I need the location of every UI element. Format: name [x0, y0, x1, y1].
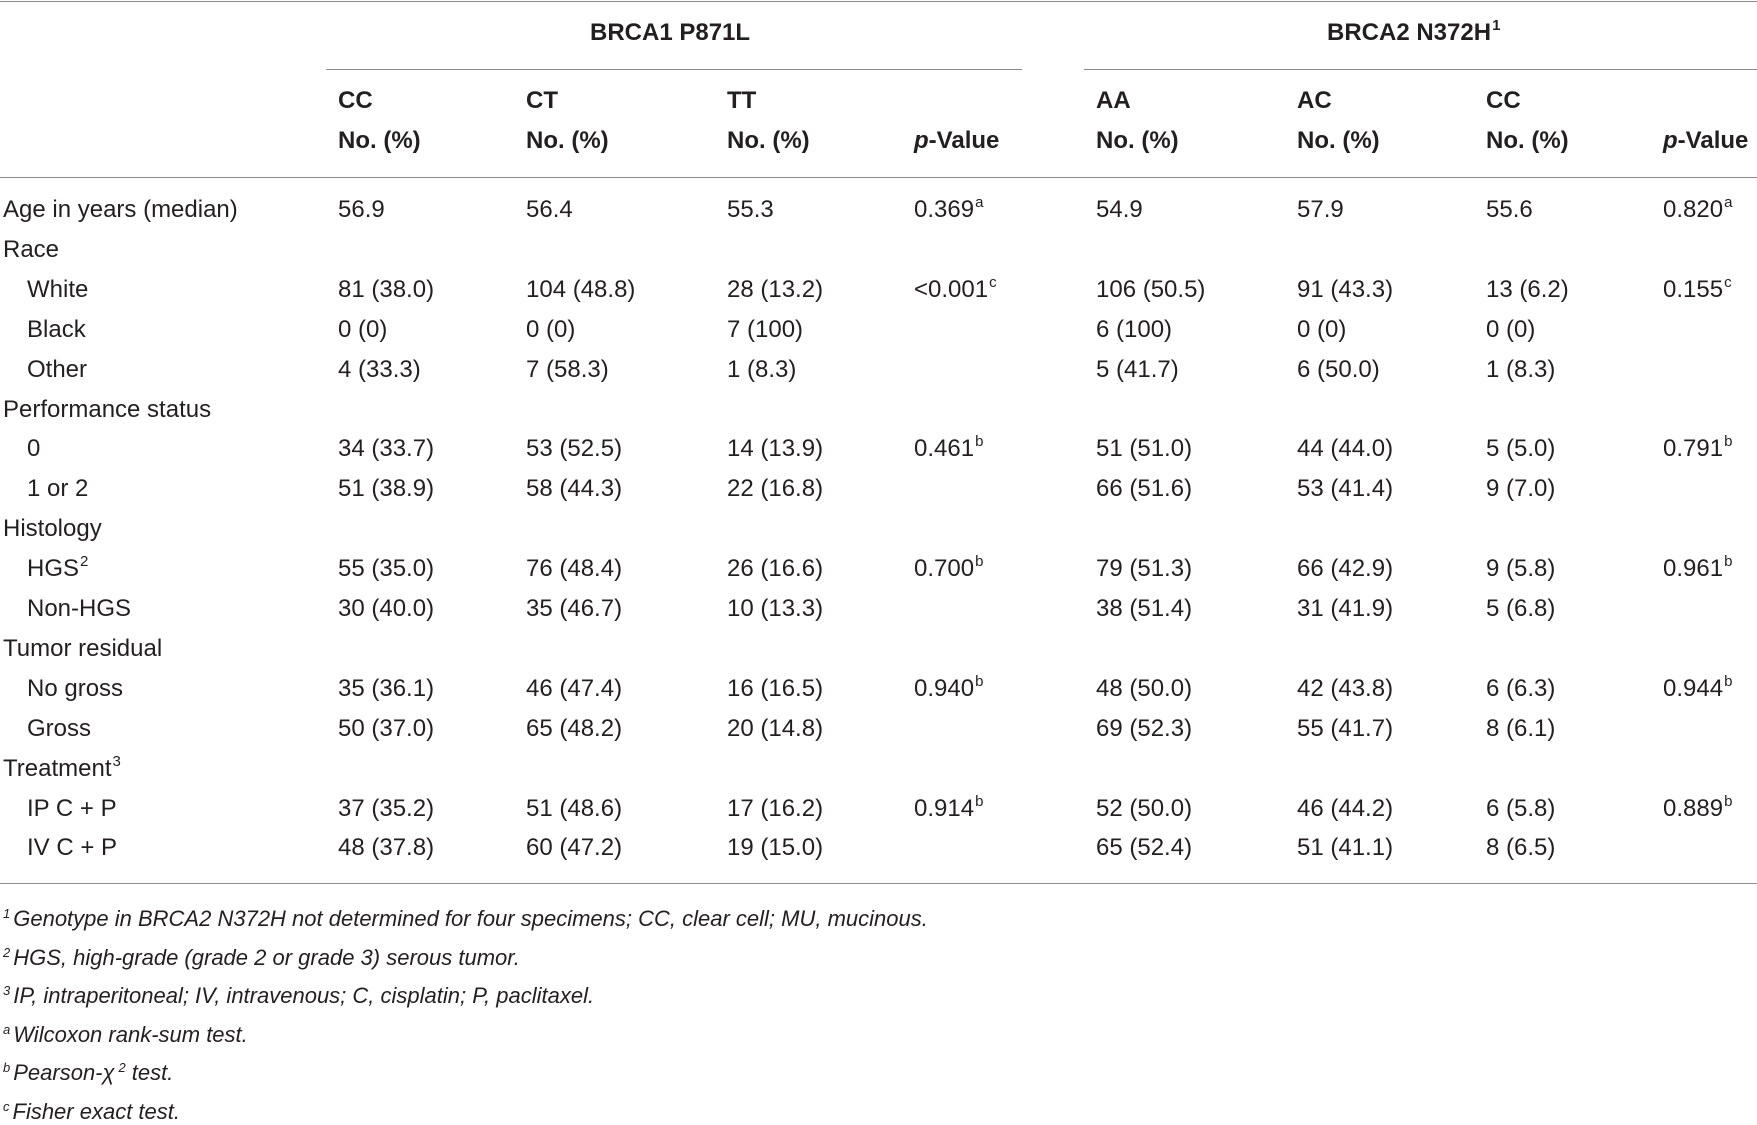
- p-value: <0.001: [914, 276, 989, 303]
- cell-value: 56.4: [526, 196, 573, 223]
- count-label: No. (%): [1096, 127, 1179, 154]
- test-ref: b: [975, 673, 984, 690]
- cell-value: 4 (33.3): [338, 356, 421, 383]
- test-ref: c: [989, 274, 997, 291]
- genotype-label: AC: [1297, 87, 1332, 114]
- footnote-mark: b: [3, 1060, 11, 1075]
- genotype-label: AA: [1096, 87, 1131, 114]
- table-cell: [338, 356, 421, 384]
- row-label: [27, 595, 131, 623]
- cell-value: 28 (13.2): [727, 276, 824, 303]
- table-cell: [1297, 196, 1344, 224]
- cell-value: 51 (41.1): [1297, 834, 1394, 861]
- column-header-count: [526, 127, 609, 155]
- column-header-count: [1096, 127, 1179, 155]
- table-cell: [727, 475, 823, 503]
- table-cell: [1096, 595, 1192, 623]
- test-ref: b: [975, 553, 984, 570]
- row-label-text: Other: [27, 356, 88, 383]
- table-cell: [727, 276, 823, 304]
- cell-value: 6 (100): [1096, 316, 1173, 343]
- row-label: [3, 755, 121, 783]
- row-label: [3, 236, 59, 264]
- cell-value: 35 (36.1): [338, 675, 435, 702]
- table-cell: [526, 356, 609, 384]
- cell-value: 48 (37.8): [338, 834, 435, 861]
- test-ref: b: [1724, 673, 1733, 690]
- body-bottom-rule: [0, 883, 1757, 884]
- genotype-label: CC: [338, 87, 373, 114]
- count-label: No. (%): [727, 127, 810, 154]
- row-label: [27, 435, 40, 463]
- genotype-label: CC: [1486, 87, 1521, 114]
- cell-value: 53 (41.4): [1297, 475, 1394, 502]
- table-cell: [727, 555, 823, 583]
- row-label-text: White: [27, 276, 89, 303]
- row-label-text: IV C + P: [27, 834, 118, 861]
- table-cell: [1486, 795, 1555, 823]
- cell-value: 14 (13.9): [727, 435, 824, 462]
- row-label-text: 1 or 2: [27, 475, 89, 502]
- row-label-text: Race: [3, 236, 60, 263]
- footnote-tail: test.: [131, 1060, 174, 1085]
- p-value-cell: [1663, 795, 1732, 823]
- table-cell: [526, 834, 622, 862]
- column-header-genotype: [727, 87, 756, 115]
- table-cell: [1096, 196, 1143, 224]
- p-value: 0.700: [914, 555, 975, 582]
- table-cell: [1486, 595, 1555, 623]
- table-cell: [727, 715, 823, 743]
- cell-value: 1 (8.3): [727, 356, 797, 383]
- p-value-cell: [1663, 276, 1732, 304]
- footnote-text: Fisher exact test.: [12, 1099, 181, 1124]
- table-cell: [1297, 475, 1393, 503]
- genotype-label: CT: [526, 87, 558, 114]
- cell-value: 8 (6.5): [1486, 834, 1556, 861]
- column-header-genotype: [338, 87, 373, 115]
- table-cell: [727, 356, 796, 384]
- table-cell: [338, 715, 434, 743]
- cell-value: 5 (6.8): [1486, 595, 1556, 622]
- cell-value: 38 (51.4): [1096, 595, 1193, 622]
- table-cell: [338, 276, 434, 304]
- cell-value: 19 (15.0): [727, 834, 824, 861]
- cell-value: 13 (6.2): [1486, 276, 1569, 303]
- cell-value: 7 (58.3): [526, 356, 609, 383]
- table-cell: [1096, 316, 1172, 344]
- table-cell: [1297, 795, 1393, 823]
- cell-value: 55.6: [1486, 196, 1533, 223]
- footnote-text: Genotype in BRCA2 N372H not determined for four specimens; CC, clear cell; MU, mucinous.: [13, 906, 928, 931]
- cell-value: 69 (52.3): [1096, 715, 1193, 742]
- cell-value: 57.9: [1297, 196, 1344, 223]
- row-label-text: Treatment: [3, 755, 112, 782]
- row-label: [3, 396, 211, 424]
- table-cell: [1297, 435, 1393, 463]
- cell-value: 51 (48.6): [526, 795, 623, 822]
- brca2-group-rule: [1084, 69, 1757, 70]
- table-cell: [1486, 316, 1535, 344]
- table-cell: [338, 834, 434, 862]
- test-ref: a: [975, 194, 984, 211]
- row-label: [27, 555, 88, 583]
- row-label-text: HGS: [27, 555, 80, 582]
- footnote-mark: c: [3, 1099, 10, 1114]
- cell-value: 26 (16.6): [727, 555, 824, 582]
- cell-value: 55.3: [727, 196, 774, 223]
- table-cell: [1486, 435, 1555, 463]
- table-cell: [1096, 555, 1192, 583]
- column-header-p-value: [914, 127, 999, 155]
- cell-value: 51 (38.9): [338, 475, 435, 502]
- cell-value: 65 (48.2): [526, 715, 623, 742]
- p-italic: p: [1663, 127, 1678, 154]
- cell-value: 22 (16.8): [727, 475, 824, 502]
- table-cell: [1096, 356, 1179, 384]
- row-label: [27, 276, 88, 304]
- footnote-text: IP, intraperitoneal; IV, intravenous; C, cisplatin; P, paclitaxel.: [13, 983, 595, 1008]
- table-cell: [526, 715, 622, 743]
- footnote-mark: 2: [3, 945, 11, 960]
- table-cell: [1297, 555, 1393, 583]
- cell-value: 0 (0): [1486, 316, 1536, 343]
- table-cell: [526, 795, 622, 823]
- cell-value: 66 (51.6): [1096, 475, 1193, 502]
- p-value: 0.889: [1663, 795, 1724, 822]
- table-cell: [526, 435, 622, 463]
- cell-value: 20 (14.8): [727, 715, 824, 742]
- cell-value: 5 (41.7): [1096, 356, 1179, 383]
- test-ref: a: [1724, 194, 1733, 211]
- row-label-text: IP C + P: [27, 795, 117, 822]
- row-label: [3, 515, 102, 543]
- row-label-text: Tumor residual: [3, 635, 163, 662]
- table-cell: [526, 196, 573, 224]
- cell-value: 31 (41.9): [1297, 595, 1394, 622]
- table-cell: [727, 435, 823, 463]
- column-header-genotype: [1096, 87, 1131, 115]
- cell-value: 0 (0): [1297, 316, 1347, 343]
- cell-value: 10 (13.3): [727, 595, 824, 622]
- p-value-cell: [914, 196, 983, 224]
- cell-value: 54.9: [1096, 196, 1143, 223]
- cell-value: 6 (50.0): [1297, 356, 1380, 383]
- count-label: No. (%): [1486, 127, 1569, 154]
- cell-value: 104 (48.8): [526, 276, 636, 303]
- p-value: 0.791: [1663, 435, 1724, 462]
- table-cell: [526, 475, 622, 503]
- cell-value: 9 (5.8): [1486, 555, 1556, 582]
- cell-value: 7 (100): [727, 316, 804, 343]
- cell-value: 34 (33.7): [338, 435, 435, 462]
- table-cell: [526, 316, 575, 344]
- brca1-group-header: BRCA1 P871L: [590, 19, 751, 46]
- cell-value: 51 (51.0): [1096, 435, 1193, 462]
- p-value-cell: [914, 675, 983, 703]
- test-ref: b: [1724, 793, 1733, 810]
- cell-value: 76 (48.4): [526, 555, 623, 582]
- table-cell: [1096, 675, 1192, 703]
- p-value: 0.369: [914, 196, 975, 223]
- cell-value: 9 (7.0): [1486, 475, 1556, 502]
- p-value: 0.961: [1663, 555, 1724, 582]
- footnote: [3, 1099, 180, 1125]
- p-italic: p: [914, 127, 929, 154]
- table-cell: [1096, 475, 1192, 503]
- row-label: [3, 635, 162, 663]
- table-cell: [1297, 316, 1346, 344]
- cell-value: 58 (44.3): [526, 475, 623, 502]
- row-label-text: Non-HGS: [27, 595, 132, 622]
- row-label-text: Histology: [3, 515, 102, 542]
- footnote: [3, 945, 520, 971]
- cell-value: 106 (50.5): [1096, 276, 1206, 303]
- test-ref: b: [975, 793, 984, 810]
- table-cell: [1486, 356, 1555, 384]
- table-cell: [1486, 276, 1569, 304]
- table-cell: [1297, 595, 1393, 623]
- row-label: [27, 316, 86, 344]
- table-cell: [1486, 715, 1555, 743]
- footnote-text: Wilcoxon rank-sum test.: [13, 1022, 248, 1047]
- test-ref: b: [975, 433, 984, 450]
- cell-value: 55 (41.7): [1297, 715, 1394, 742]
- p-value: 0.461: [914, 435, 975, 462]
- cell-value: 1 (8.3): [1486, 356, 1556, 383]
- footnote-ref: 3: [112, 753, 121, 770]
- p-value-suffix: -Value: [1677, 127, 1749, 154]
- table-cell: [526, 675, 622, 703]
- column-header-genotype: [1297, 87, 1332, 115]
- cell-value: 46 (47.4): [526, 675, 623, 702]
- table-cell: [338, 555, 434, 583]
- count-label: No. (%): [338, 127, 421, 154]
- table-cell: [338, 595, 434, 623]
- footnote-mark: a: [3, 1022, 11, 1037]
- table-cell: [526, 555, 622, 583]
- test-ref: b: [1724, 433, 1733, 450]
- count-label: No. (%): [1297, 127, 1380, 154]
- table-cell: [1096, 715, 1192, 743]
- cell-value: 56.9: [338, 196, 385, 223]
- p-value-cell: [914, 276, 997, 304]
- cell-value: 42 (43.8): [1297, 675, 1394, 702]
- table-cell: [727, 595, 823, 623]
- footnote: [3, 983, 594, 1009]
- table-cell: [1486, 475, 1555, 503]
- p-value: 0.820: [1663, 196, 1724, 223]
- row-label-text: Gross: [27, 715, 92, 742]
- cell-value: 50 (37.0): [338, 715, 435, 742]
- cell-value: 0 (0): [338, 316, 388, 343]
- table-cell: [1096, 276, 1205, 304]
- footnote: [3, 1060, 173, 1086]
- cell-value: 46 (44.2): [1297, 795, 1394, 822]
- cell-value: 30 (40.0): [338, 595, 435, 622]
- cell-value: 52 (50.0): [1096, 795, 1193, 822]
- p-value: 0.155: [1663, 276, 1724, 303]
- cell-value: 6 (5.8): [1486, 795, 1556, 822]
- genotype-label: TT: [727, 87, 757, 114]
- cell-value: 0 (0): [526, 316, 576, 343]
- p-value-cell: [1663, 555, 1732, 583]
- table-cell: [1096, 795, 1192, 823]
- cell-value: 6 (6.3): [1486, 675, 1556, 702]
- cell-value: 44 (44.0): [1297, 435, 1394, 462]
- row-label: [27, 356, 87, 384]
- p-value-cell: [1663, 435, 1732, 463]
- table-cell: [727, 795, 823, 823]
- table-cell: [1297, 356, 1380, 384]
- footnote: [3, 1022, 248, 1048]
- p-value: 0.940: [914, 675, 975, 702]
- cell-value: 60 (47.2): [526, 834, 623, 861]
- cell-value: 17 (16.2): [727, 795, 824, 822]
- footnote-mark: 3: [3, 983, 11, 998]
- column-header-count: [338, 127, 421, 155]
- cell-value: 5 (5.0): [1486, 435, 1556, 462]
- p-value-suffix: -Value: [928, 127, 1000, 154]
- p-value: 0.914: [914, 795, 975, 822]
- footnote: [3, 906, 928, 932]
- brca2-group-header: BRCA2 $N372H^1$: [1327, 17, 1501, 46]
- table-cell: [727, 316, 803, 344]
- table-cell: [1297, 276, 1393, 304]
- cell-value: 66 (42.9): [1297, 555, 1394, 582]
- row-label: [27, 795, 117, 823]
- cell-value: 8 (6.1): [1486, 715, 1556, 742]
- table-cell: [338, 196, 385, 224]
- brca1-group-rule: [326, 69, 1022, 70]
- table-cell: [338, 435, 434, 463]
- cell-value: 53 (52.5): [526, 435, 623, 462]
- table-cell: [1297, 834, 1393, 862]
- table-cell: [338, 475, 434, 503]
- row-label-text: 0: [27, 435, 41, 462]
- table-cell: [1486, 196, 1533, 224]
- cell-value: 48 (50.0): [1096, 675, 1193, 702]
- row-label-text: Age in years (median): [3, 196, 238, 223]
- table-cell: [727, 834, 823, 862]
- footnote-ref: 2: [80, 553, 89, 570]
- cell-value: 65 (52.4): [1096, 834, 1193, 861]
- footnote-superscript: 2: [118, 1060, 126, 1075]
- table-cell: [1486, 834, 1555, 862]
- p-value-cell: [914, 555, 983, 583]
- column-header-genotype: [526, 87, 558, 115]
- test-ref: c: [1724, 274, 1732, 291]
- test-ref: b: [1724, 553, 1733, 570]
- row-label: [27, 475, 88, 503]
- p-value-cell: [914, 795, 983, 823]
- cell-value: 16 (16.5): [727, 675, 824, 702]
- table-cell: [727, 196, 774, 224]
- cell-value: 81 (38.0): [338, 276, 435, 303]
- table-cell: [1486, 675, 1555, 703]
- row-label-text: No gross: [27, 675, 124, 702]
- p-value-cell: [914, 435, 983, 463]
- row-label: [3, 196, 238, 224]
- table-cell: [1096, 834, 1192, 862]
- row-label: [27, 715, 91, 743]
- table-cell: [1297, 675, 1393, 703]
- top-rule: [0, 1, 1757, 2]
- cell-value: 91 (43.3): [1297, 276, 1394, 303]
- p-value: 0.944: [1663, 675, 1724, 702]
- column-header-count: [1297, 127, 1380, 155]
- row-label: [27, 834, 117, 862]
- cell-value: 79 (51.3): [1096, 555, 1193, 582]
- p-value-cell: [1663, 675, 1732, 703]
- row-label-text: Performance status: [3, 396, 212, 423]
- p-value-cell: [1663, 196, 1732, 224]
- table-cell: [526, 276, 635, 304]
- table-cell: [1486, 555, 1555, 583]
- table-cell: [1096, 435, 1192, 463]
- row-label-text: Black: [27, 316, 86, 343]
- column-header-count: [1486, 127, 1569, 155]
- footnote-text: HGS, high-grade (grade 2 or grade 3) serous tumor.: [13, 945, 520, 970]
- table-cell: [727, 675, 823, 703]
- row-label: [27, 675, 123, 703]
- table-cell: [338, 316, 387, 344]
- footnote-mark: 1: [3, 906, 11, 921]
- footnote-text: Pearson-χ: [13, 1060, 115, 1085]
- column-header-genotype: [1486, 87, 1521, 115]
- cell-value: 55 (35.0): [338, 555, 435, 582]
- cell-value: 35 (46.7): [526, 595, 623, 622]
- table-cell: [526, 595, 622, 623]
- table-cell: [338, 675, 434, 703]
- table-cell: [338, 795, 434, 823]
- cell-value: 37 (35.2): [338, 795, 435, 822]
- column-header-p-value: [1663, 127, 1748, 155]
- column-header-count: [727, 127, 810, 155]
- table-cell: [1297, 715, 1393, 743]
- header-bottom-rule: [0, 177, 1757, 178]
- count-label: No. (%): [526, 127, 609, 154]
